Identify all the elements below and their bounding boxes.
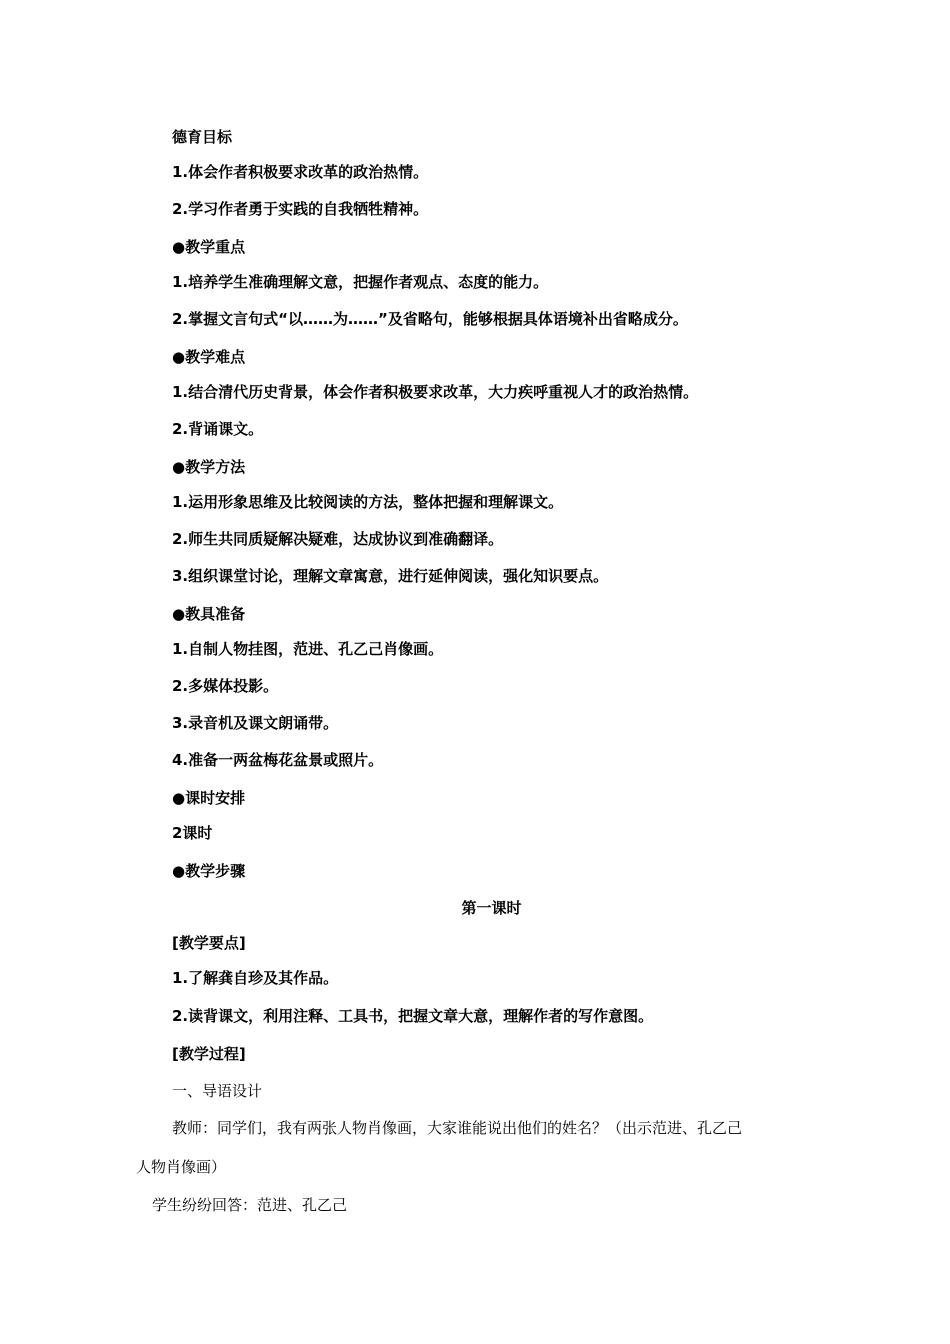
lesson-point-item-1: 1.了解龚自珍及其作品。 <box>172 969 339 987</box>
moral-goal-item-2: 2.学习作者勇于实践的自我牺牲精神。 <box>172 200 429 218</box>
lesson-point-item-2: 2.读背课文，利用注释、工具书，把握文章大意，理解作者的写作意图。 <box>172 1007 654 1025</box>
lesson-title: 第一课时 <box>461 899 522 917</box>
teaching-aid-item-3: 3.录音机及课文朗诵带。 <box>172 714 339 732</box>
subsection-heading-lesson-process: [教学过程] <box>172 1045 246 1063</box>
method-item-1: 1.运用形象思维及比较阅读的方法，整体把握和理解课文。 <box>172 493 564 511</box>
method-item-3: 3.组织课堂讨论，理解文章寓意，进行延伸阅读，强化知识要点。 <box>172 567 609 585</box>
section-heading-methods: ●教学方法 <box>172 458 246 476</box>
section-heading-moral-goals: 德育目标 <box>172 128 233 146</box>
teaching-aid-item-4: 4.准备一两盆梅花盆景或照片。 <box>172 751 384 769</box>
section-heading-steps: ●教学步骤 <box>172 862 246 880</box>
section-heading-teaching-aids: ●教具准备 <box>172 605 246 623</box>
teaching-aid-item-1: 1.自制人物挂图，范进、孔乙己肖像画。 <box>172 640 444 658</box>
paragraph-student-answer: 学生纷纷回答：范进、孔乙己 <box>152 1196 348 1214</box>
section-heading-difficulties: ●教学难点 <box>172 348 246 366</box>
difficulty-item-1: 1.结合清代历史背景，体会作者积极要求改革，大力疾呼重视人才的政治热情。 <box>172 383 699 401</box>
moral-goal-item-1: 1.体会作者积极要求改革的政治热情。 <box>172 163 429 181</box>
subsection-heading-lesson-points: [教学要点] <box>172 934 246 952</box>
section-heading-schedule: ●课时安排 <box>172 789 246 807</box>
difficulty-item-2: 2.背诵课文。 <box>172 420 264 438</box>
paragraph-teacher-line-2: 人物肖像画） <box>136 1158 227 1176</box>
method-item-2: 2.师生共同质疑解决疑难，达成协议到准确翻译。 <box>172 530 504 548</box>
paragraph-teacher-line-1: 教师：同学们，我有两张人物肖像画，大家谁能说出他们的姓名？（出示范进、孔乙己 <box>172 1119 743 1137</box>
process-heading-intro: 一、导语设计 <box>172 1082 263 1100</box>
teaching-aid-item-2: 2.多媒体投影。 <box>172 677 279 695</box>
key-point-item-1: 1.培养学生准确理解文意，把握作者观点、态度的能力。 <box>172 273 549 291</box>
key-point-item-2: 2.掌握文言句式“以……为……”及省略句，能够根据具体语境补出省略成分。 <box>172 310 688 328</box>
section-heading-key-points: ●教学重点 <box>172 238 246 256</box>
schedule-value: 2课时 <box>172 824 213 842</box>
